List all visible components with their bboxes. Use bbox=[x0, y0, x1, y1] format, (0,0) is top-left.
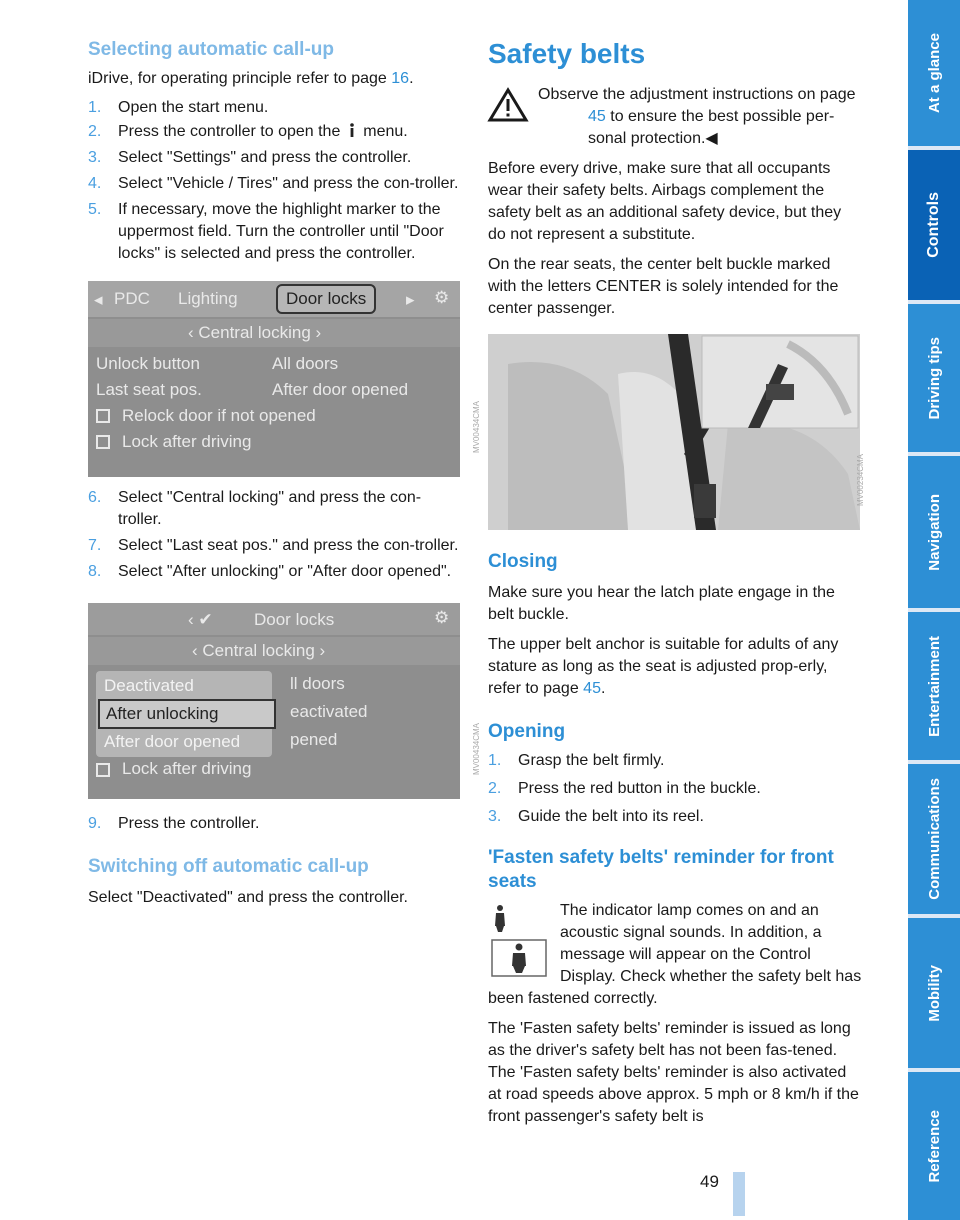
right-column bbox=[488, 38, 863, 1128]
settings-icon: ⚙ bbox=[434, 288, 450, 307]
option-after-unlocking: After unlocking bbox=[98, 699, 276, 729]
list-item: 9. Press the controller. bbox=[88, 815, 260, 832]
arrow-left-icon: ‹ ✔ bbox=[188, 610, 213, 629]
page-link-45[interactable]: 45 bbox=[583, 680, 601, 697]
seat-belt-illustration bbox=[488, 334, 860, 530]
settings-icon: ⚙ bbox=[434, 608, 450, 627]
row-label: Unlock button bbox=[96, 354, 200, 373]
page-number-bar bbox=[733, 1172, 745, 1216]
tab-lighting: Lighting bbox=[178, 289, 238, 308]
image-code: MV00434CMA bbox=[472, 401, 481, 454]
check-label: Lock after driving bbox=[122, 432, 252, 451]
arrow-right-icon: ▸ bbox=[406, 290, 415, 309]
tab-communications[interactable]: Communications bbox=[908, 764, 960, 914]
tab-door-locks: Door locks bbox=[276, 284, 376, 314]
list-item: 1. Open the start menu. bbox=[88, 99, 269, 116]
row-label: Last seat pos. bbox=[96, 380, 202, 399]
final-text: Select "Deactivated" and press the controller. bbox=[88, 889, 408, 906]
steps-list-b bbox=[88, 487, 463, 583]
section-heading-opening: Opening bbox=[488, 721, 566, 742]
image-code: MV00434CMA bbox=[472, 723, 481, 776]
checkbox-icon bbox=[96, 435, 110, 449]
tab-controls[interactable]: Controls bbox=[908, 150, 960, 300]
section-heading-switch-off: Switching off automatic call-up bbox=[88, 856, 369, 877]
check-label: Relock door if not opened bbox=[122, 406, 316, 425]
info-i-icon bbox=[348, 123, 356, 137]
list-item: 6. Select "Central locking" and press the con-troller. bbox=[88, 489, 422, 528]
steps-list-a bbox=[88, 97, 463, 265]
list-item: 1. Grasp the belt firmly. bbox=[488, 752, 665, 769]
option-deactivated: Deactivated bbox=[104, 676, 194, 695]
warning-triangle-icon bbox=[488, 88, 528, 122]
page-link-16[interactable]: 16 bbox=[391, 70, 410, 87]
tab-reference[interactable]: Reference bbox=[908, 1072, 960, 1220]
checkbox-icon bbox=[96, 409, 110, 423]
tab-at-a-glance[interactable]: At a glance bbox=[908, 0, 960, 146]
list-item: 5. If necessary, move the highlight marker to the uppermost field. Turn the controller until "Door locks" is selected and press the controller. bbox=[88, 201, 444, 262]
reminder-block bbox=[488, 900, 863, 1010]
row-value: All doors bbox=[272, 354, 339, 373]
image-code: MV00234CMA bbox=[856, 454, 865, 507]
seat-belt-photo bbox=[488, 334, 865, 530]
left-column bbox=[88, 38, 481, 909]
tab-pdc: PDC bbox=[114, 289, 150, 308]
behind-text: eactivated bbox=[290, 702, 368, 721]
behind-text: pened bbox=[290, 730, 338, 749]
row-value: After door opened bbox=[272, 380, 409, 399]
paragraph: Before every drive, make sure that all occupants wear their safety belts. Airbags complement the safety belt as an additional safety device, but they do not represent a substitute. bbox=[488, 160, 842, 243]
list-item: 2. Press the controller to open the menu. bbox=[88, 123, 408, 140]
tab-entertainment[interactable]: Entertainment bbox=[908, 612, 960, 760]
list-item: 3. Guide the belt into its reel. bbox=[488, 808, 704, 825]
tab-mobility[interactable]: Mobility bbox=[908, 918, 960, 1068]
intro-text: iDrive, for operating principle refer to page 16. bbox=[88, 70, 414, 87]
section-heading-auto-callup: Selecting automatic call-up bbox=[88, 39, 334, 60]
tab-navigation[interactable]: Navigation bbox=[908, 456, 960, 608]
arrow-left-icon: ◂ bbox=[94, 290, 103, 309]
list-item: 2. Press the red button in the buckle. bbox=[488, 780, 761, 797]
list-item: 8. Select "After unlocking" or "After door opened". bbox=[88, 563, 452, 580]
chapter-tabs bbox=[908, 0, 960, 1220]
paragraph: On the rear seats, the center belt buckle marked with the letters CENTER is solely intended for the center passenger. bbox=[488, 256, 839, 317]
page-link-45[interactable]: 45 bbox=[588, 108, 606, 125]
list-item: 3. Select "Settings" and press the controller. bbox=[88, 149, 412, 166]
paragraph: The upper belt anchor is suitable for adults of any stature as long as the seat is adjusted prop-erly, refer to page 45. bbox=[488, 636, 839, 697]
submenu-central-locking: ‹ Central locking › bbox=[188, 323, 322, 342]
section-heading-closing: Closing bbox=[488, 551, 558, 572]
option-after-door-opened: After door opened bbox=[104, 732, 241, 751]
central-locking-screen bbox=[88, 603, 481, 799]
paragraph: The indicator lamp comes on and an acoustic signal sounds. In addition, a message will appear on the Control Display. Check whether the safety belt has been fastened correctly. bbox=[488, 902, 862, 1007]
page-title: Safety belts bbox=[488, 38, 646, 69]
warning-block: Observe the adjustment instructions on page 45 to ensure the best possible per-sonal protection.◀ bbox=[488, 84, 863, 150]
submenu-central-locking: ‹ Central locking › bbox=[192, 641, 326, 660]
list-item: 4. Select "Vehicle / Tires" and press the con-troller. bbox=[88, 175, 459, 192]
page-number: 49 bbox=[700, 1172, 719, 1191]
check-label: Lock after driving bbox=[122, 759, 252, 778]
section-heading-reminder: 'Fasten safety belts' reminder for front seats bbox=[488, 847, 834, 892]
list-item: 7. Select "Last seat pos." and press the con-troller. bbox=[88, 537, 459, 554]
paragraph: Make sure you hear the latch plate engage in the belt buckle. bbox=[488, 584, 835, 623]
paragraph: The 'Fasten safety belts' reminder is issued as long as the driver's safety belt has not been fas-tened. The 'Fasten safety belts' reminder is also activated at road speeds above approx. 5 mph or 8 km/h if the front passenger's safety belt is bbox=[488, 1020, 859, 1125]
behind-text: ll doors bbox=[290, 674, 345, 693]
dropdown-list bbox=[96, 671, 272, 757]
steps-list-opening bbox=[488, 750, 863, 828]
checkbox-icon bbox=[96, 763, 110, 777]
tab-driving-tips[interactable]: Driving tips bbox=[908, 304, 960, 452]
seat-belt-warning-icon bbox=[488, 902, 550, 978]
menu-door-locks: Door locks bbox=[254, 610, 335, 629]
door-locks-screen bbox=[88, 281, 481, 477]
